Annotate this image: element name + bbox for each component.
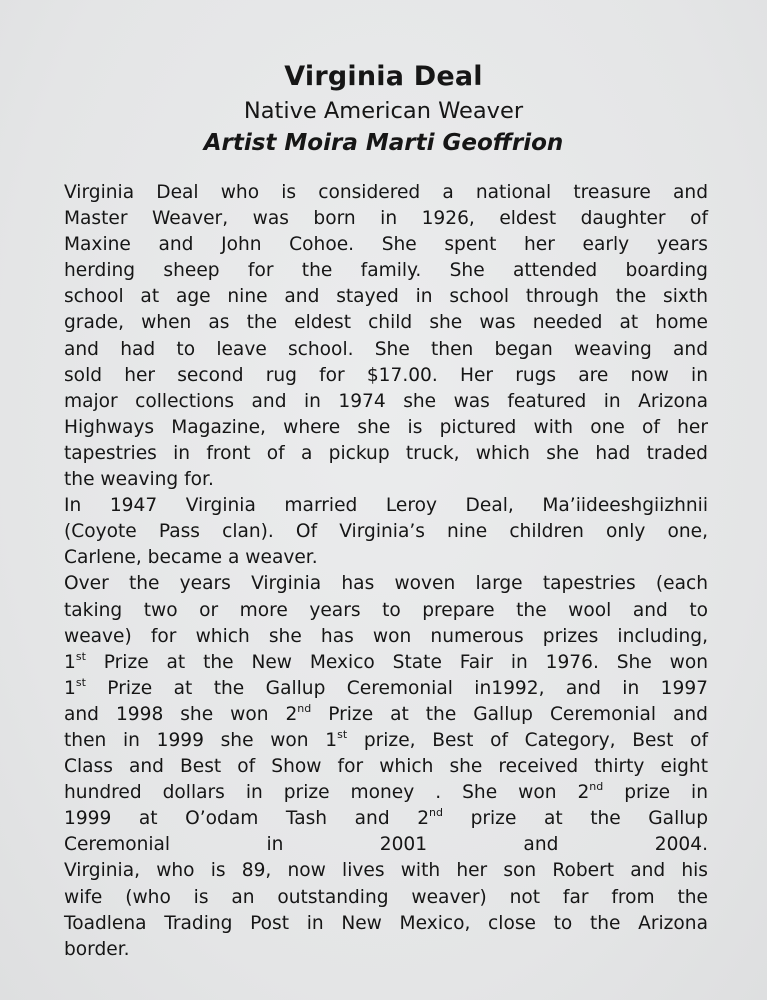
text-line: border.: [64, 938, 130, 960]
text-line: herding sheep for the family. She attended boarding: [64, 260, 708, 282]
text-line: 1999 at O’odam Tash and 2nd prize at the Gallup: [64, 806, 708, 830]
text-line: Class and Best of Show for which she received thirty eight: [64, 756, 708, 778]
ordinal-superscript: st: [75, 675, 86, 689]
ordinal-superscript: nd: [589, 780, 604, 794]
text-line: sold her second rug for $17.00. Her rugs are now in: [64, 364, 708, 386]
text-line: the weaving for.: [64, 469, 214, 491]
artist-credit: Artist Moira Marti Geoffrion: [203, 130, 564, 156]
text-line: and 1998 she won 2nd Prize at the Gallup Ceremonial and: [64, 701, 708, 725]
text-line: tapestries in front of a pickup truck, which she had traded: [64, 442, 708, 464]
text-line: 1st Prize at the New Mexico State Fair in 1976. She won: [64, 649, 708, 673]
ordinal-superscript: st: [337, 727, 348, 741]
text-line: then in 1999 she won 1st prize, Best of Category, Best of: [64, 727, 708, 751]
ordinal-superscript: nd: [297, 701, 312, 715]
ordinal-superscript: st: [75, 649, 86, 663]
text-line: In 1947 Virginia married Leroy Deal, Ma’iideeshgiizhnii: [64, 495, 708, 517]
text-line: Virginia, who is 89, now lives with her son Robert and his: [64, 860, 708, 882]
header: [0, 60, 767, 159]
text-line: grade, when as the eldest child she was needed at home: [64, 312, 708, 334]
page-title: Virginia Deal: [284, 61, 483, 92]
text-line: Toadlena Trading Post in New Mexico, close to the Arizona: [64, 912, 708, 934]
text-line: Over the years Virginia has woven large tapestries (each: [64, 573, 708, 595]
text-line: weave) for which she has won numerous prizes including,: [64, 625, 708, 647]
text-line: Ceremonial in 2001 and 2004.: [64, 834, 708, 856]
text-line: Master Weaver, was born in 1926, eldest daughter of: [64, 208, 708, 230]
text-line: major collections and in 1974 she was featured in Arizona: [64, 390, 708, 412]
subtitle: Native American Weaver: [243, 98, 524, 124]
text-line: and had to leave school. She then began weaving and: [64, 338, 708, 360]
text-line: 1st Prize at the Gallup Ceremonial in1992, and in 1997: [64, 675, 708, 699]
ordinal-superscript: nd: [429, 806, 443, 820]
text-line: Maxine and John Cohoe. She spent her early years: [64, 234, 708, 256]
text-line: taking two or more years to prepare the wool and to: [64, 599, 708, 621]
text-line: school at age nine and stayed in school through the sixth: [64, 286, 708, 308]
text-line: Carlene, became a weaver.: [64, 547, 318, 569]
text-line: hundred dollars in prize money . She won 2nd prize in: [64, 780, 708, 804]
text-line: Virginia Deal who is considered a national treasure and: [64, 182, 708, 203]
text-line: wife (who is an outstanding weaver) not far from the: [64, 886, 708, 908]
text-line: Highways Magazine, where she is pictured with one of her: [64, 416, 708, 438]
text-line: (Coyote Pass clan). Of Virginia’s nine children only one,: [64, 521, 708, 543]
biography-text: [64, 180, 708, 963]
